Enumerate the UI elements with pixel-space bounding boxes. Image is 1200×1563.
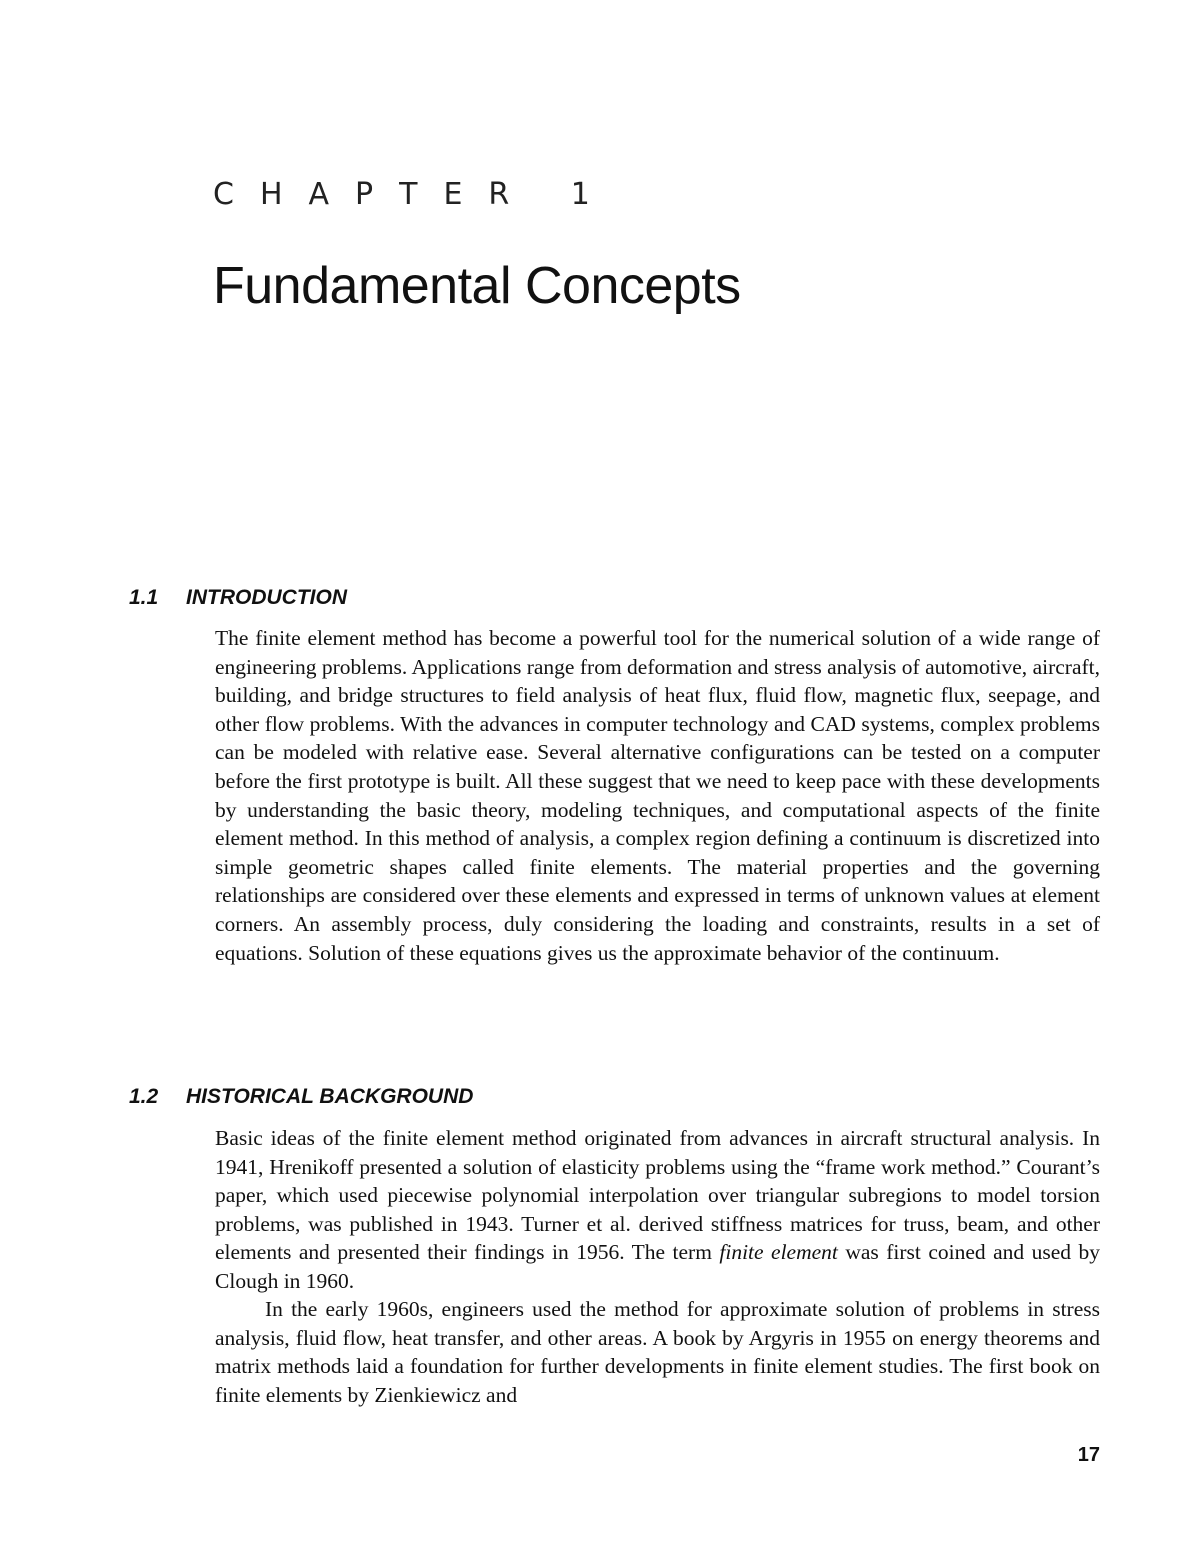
page-number: 17 — [1077, 1444, 1100, 1466]
paragraph-text-before: Basic ideas of the finite element method originated from advances in aircraft structural analysis. In 1941, Hrenikoff presented a solution of elasticity problems using the “frame work method.” Courant’s paper, which used piecewise polynomial interpolation over triangular subregions to model torsion problems, was published in 1943. Turner et al. derived stiffness matrices for truss, beam, and other elements and presented their findings in 1956. The term — [215, 1126, 1100, 1265]
section-number: 1.1 — [129, 586, 159, 609]
introduction-paragraph: The finite element method has become a powerful tool for the numerical solution of a wide range of engineering problems. Applications range from deformation and stress analysis of automotive, aircraft, building, and bridge structures to field analysis of heat flux, fluid flow, magnetic flux, seepage, and other flow problems. With the advances in computer technology and CAD systems, complex problems can be modeled with relative ease. Several alternative configurations can be tested on a computer before the first prototype is built. All these suggest that we need to keep pace with these developments by understanding the basic theory, modeling techniques, and computational aspects of the finite element method. In this method of analysis, a complex region defining a continuum is discretized into simple geometric shapes called finite elements. The material properties and the governing relationships are considered over these elements and expressed in terms of unknown values at element corners. An assembly process, duly considering the loading and constraints, results in a set of equations. Solution of these equations gives us the approximate behavior of the continuum. — [215, 626, 1100, 965]
section-heading-historical-background — [129, 1086, 473, 1107]
section-title: INTRODUCTION — [186, 586, 347, 609]
section-title: HISTORICAL BACKGROUND — [186, 1085, 474, 1108]
chapter-title: Fundamental Concepts — [213, 257, 741, 315]
chapter-label: CHAPTER 1 — [213, 177, 616, 212]
historical-paragraph-2: In the early 1960s, engineers used the method for approximate solution of problems in stress analysis, fluid flow, heat transfer, and other areas. A book by Argyris in 1955 on energy theorems and matrix methods laid a foundation for further developments in finite element studies. The first book on finite elements by Zienkiewicz and — [215, 1297, 1100, 1407]
historical-paragraph-1 — [215, 1124, 1100, 1296]
paragraph-text-after: was first coined and used by Clough in 1960. — [215, 1240, 1100, 1293]
section-number: 1.2 — [129, 1085, 159, 1108]
italic-term: finite element — [719, 1240, 838, 1265]
section-heading-introduction — [129, 587, 347, 608]
